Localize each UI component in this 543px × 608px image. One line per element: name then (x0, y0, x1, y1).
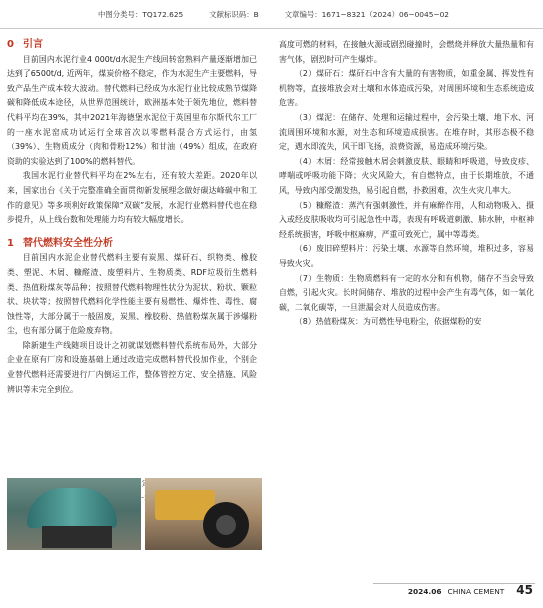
clc-number: 中图分类号：TQ172.625 (97, 10, 184, 19)
header-divider (0, 28, 543, 29)
figure-spacer (7, 397, 257, 477)
loader-wheel (203, 502, 249, 548)
article-number: 文章编号：1671−8321（2024）06−0045−02 (284, 10, 450, 19)
page-footer (408, 583, 533, 597)
right-paragraph-4: （4）木屑：经常接触木屑会刺激皮肤、眼睛和呼吸道，导致皮疹、哮喘或呼吸功能下降；火灾风险大，有自燃特点，由于长期堆放，不通风，导致内部受潮发热，易引起自燃，扑救困难，次生火灾几率大。 (279, 156, 534, 195)
silo-shape (27, 488, 117, 528)
document-code: 文献标识码：B (209, 10, 259, 19)
section1-heading-title: 替代燃料安全性分析 (22, 237, 113, 249)
journal-name: CHINA CEMENT (447, 587, 505, 596)
intro-heading-number: 0 (7, 39, 14, 50)
intro-paragraph-1: 目前国内水泥行业4 000t/d水泥生产线回转窑熟料产量逐渐增加已达到了6500t/d, 近两年，煤炭价格不稳定，作为水泥生产主要燃料，导致产品生产成本较大波动。替代燃料已经成为水泥行业比较成熟节煤降碳和降低成本途径，从世界范围统计，欧洲基本处于领先地位，燃料替代料平均在39%，其中2021年海德堡水泥位于英国里布尔斯代尔工厂的一座水泥窑成功试运行全球首次以零燃料混合方式运行，由氢（39%）、生物质成分（肉和骨粉12%）和甘油（49%）组成，在政府资助的实验达到了100%的燃料替代。 (7, 54, 257, 166)
section1-heading (7, 237, 257, 252)
right-column (279, 38, 534, 330)
section1-heading-number: 1 (7, 237, 14, 249)
photo-loader (145, 478, 262, 550)
section1-paragraph-1: 目前国内水泥企业替代燃料主要有炭黑、煤矸石、织物类、橡胶类、塑泥、木屑、糠醛渣、废塑料片、生物质类、RDF垃圾衍生燃料类、热值粉煤灰等品种；按照替代燃料物理性状分为泥状、粉状、颗粒状、块状等；按照替代燃料化学性能主要有易燃性、爆炸性、毒性、腐蚀性等，大部分属于一般固废，炭黑、橡胶粉、热值粉煤灰属于涉爆粉尘，也有部分属于危险废弃物。 (7, 253, 257, 336)
page-number: 45 (516, 583, 533, 597)
photo-feeding-equipment (7, 478, 141, 550)
section1-paragraph-2: 除新建生产线随项目设计之初就谋划燃料替代系统布局外，大部分企业在原有厂房和设施基础上通过改造完成燃料替代投加作业，个别企业替代燃料还需要进行厂内倒运工作，整体管控方定、安全措施、风险辨识等未完全到位。 (7, 340, 257, 394)
right-paragraph-7: （7）生物质：生物质燃料有一定的水分和有机物，储存不当会导致自燃，引起火灾。长时间储存、堆放的过程中会产生有毒气体，如一氧化碳，二氧化碳等，一旦泄漏会对人员造成伤害。 (279, 273, 534, 312)
intro-heading (7, 38, 257, 53)
right-paragraph-8: （8）热值粉煤灰：为可燃性导电粉尘，依据煤粉的安 (294, 317, 482, 327)
page-header (22, 9, 525, 25)
left-column (7, 38, 257, 521)
machine-base (42, 526, 112, 548)
right-paragraph-2: （2）煤矸石：煤矸石中含有大量的有害物质，如重金属、挥发性有机物等，直接堆放会对土壤和水体造成污染，对周围环境和生态系统造成危害。 (279, 69, 534, 108)
equipment-photos (7, 478, 262, 550)
right-paragraph-5: （5）糠醛渣：蒸汽有强刺激性，并有麻醉作用，人和动物吸入、摄入或经皮肤吸收均可引起急性中毒，表现有呼吸道刺激、肺水肿，中枢神经系统损害，呼吸中枢麻痹，严重可致死亡，属中等毒类。 (279, 200, 534, 239)
right-paragraph-6: （6）废旧碎塑料片：污染土壤、水源等自然环境，堆积过多，容易导致火灾。 (279, 244, 534, 268)
intro-heading-title: 引言 (22, 39, 43, 50)
issue-date: 2024.06 (407, 587, 442, 596)
intro-paragraph-2: 我国水泥行业替代料平均在2%左右，还有较大差距。2020年以来，国家出台《关于完整准确全面贯彻新发展理念做好碳达峰碳中和工作的意见》等多项利好政策保障“双碳”发展，水泥行业燃料替代也在稳步提升，从上线台数和处理能力均有较大幅度增长。 (7, 171, 257, 225)
right-paragraph-3: （3）煤泥：在储存、处理和运输过程中，会污染土壤、地下水、河流周围环境和水源，对生态和环境造成损害。在堆存时，其形态极不稳定，遇水即流失，风干即飞扬，浪费资源，易造成环境污染。 (279, 112, 534, 152)
right-paragraph-1: 高度可燃的材料，在接触火源或剧烈碰撞时，会燃烧并释放大量热量和有害气体，剧烈时可产生爆炸。 (279, 40, 534, 64)
